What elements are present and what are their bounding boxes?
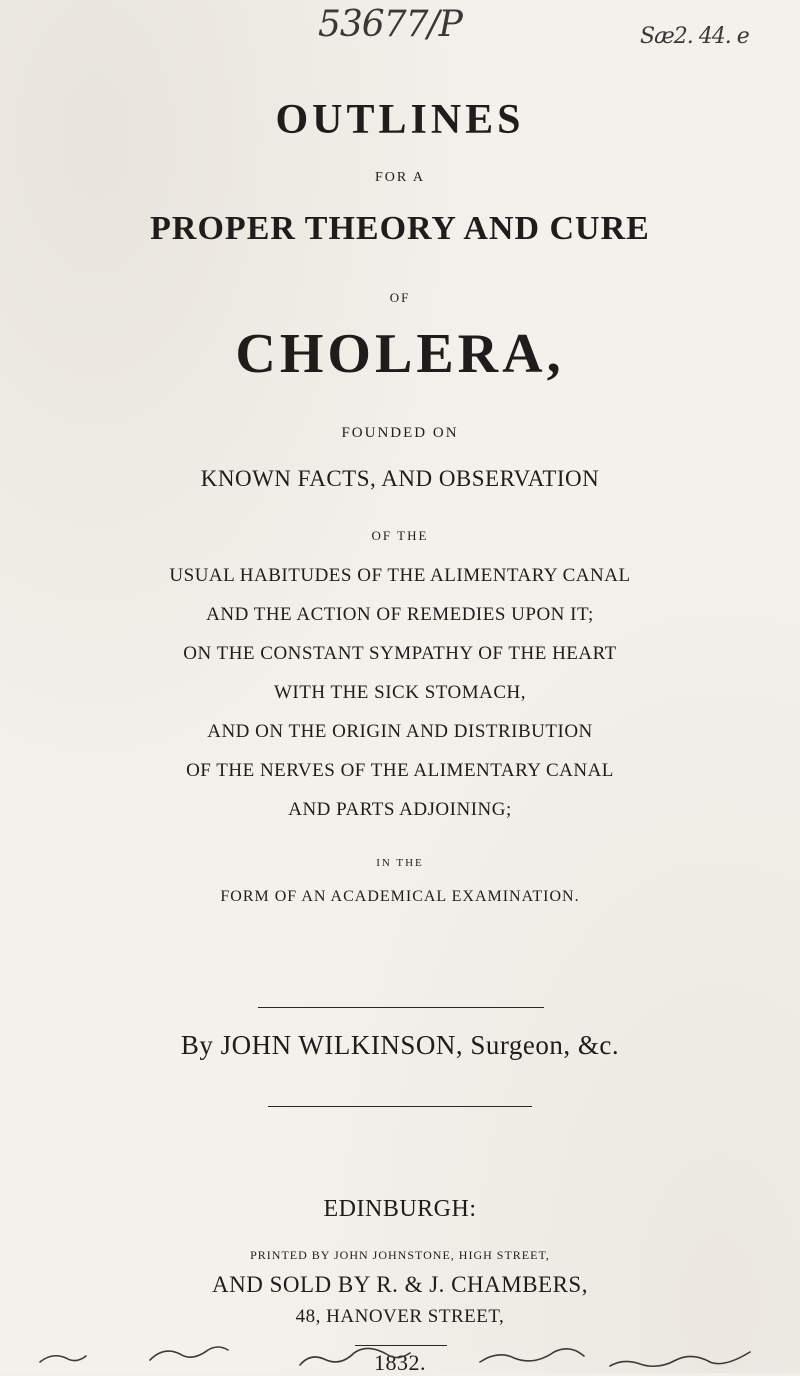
printer-line: PRINTED BY JOHN JOHNSTONE, HIGH STREET, bbox=[250, 1248, 550, 1262]
author-name: JOHN WILKINSON, bbox=[220, 1030, 464, 1060]
description-line-1: USUAL HABITUDES OF THE ALIMENTARY CANAL bbox=[169, 565, 631, 586]
description-line-3: ON THE CONSTANT SYMPATHY OF THE HEART bbox=[183, 643, 617, 664]
of-line: OF bbox=[389, 290, 411, 305]
address-line: 48, HANOVER STREET, bbox=[295, 1306, 505, 1327]
founded-on-line: FOUNDED ON bbox=[341, 425, 459, 441]
handwritten-shelfmark: 53677/P bbox=[318, 4, 462, 45]
title-outlines: OUTLINES bbox=[275, 97, 525, 143]
year-line: 1832. bbox=[374, 1350, 426, 1375]
description-line-2: AND THE ACTION OF REMEDIES UPON IT; bbox=[206, 604, 594, 625]
of-the-line: OF THE bbox=[371, 528, 429, 543]
known-facts-line: KNOWN FACTS, AND OBSERVATION bbox=[200, 466, 600, 491]
description-line-5: AND ON THE ORIGIN AND DISTRIBUTION bbox=[207, 721, 593, 742]
description-line-6: OF THE NERVES OF THE ALIMENTARY CANAL bbox=[186, 760, 614, 781]
author-title: Surgeon, &c. bbox=[470, 1030, 620, 1060]
subtitle-line: PROPER THEORY AND CURE bbox=[150, 210, 650, 247]
description-line-4: WITH THE SICK STOMACH, bbox=[273, 682, 527, 703]
description-line-7: AND PARTS ADJOINING; bbox=[288, 799, 512, 820]
handwritten-corner-note: Sæ2. 44. e bbox=[640, 24, 749, 49]
main-subject-cholera: CHOLERA, bbox=[235, 323, 565, 385]
author-by: By bbox=[180, 1030, 214, 1060]
in-the-line: IN THE bbox=[376, 857, 424, 869]
city-line: EDINBURGH: bbox=[323, 1196, 477, 1222]
seller-line: AND SOLD BY R. & J. CHAMBERS, bbox=[212, 1272, 588, 1297]
for-a-line: FOR A bbox=[374, 170, 426, 185]
form-line: FORM OF AN ACADEMICAL EXAMINATION. bbox=[220, 888, 580, 905]
